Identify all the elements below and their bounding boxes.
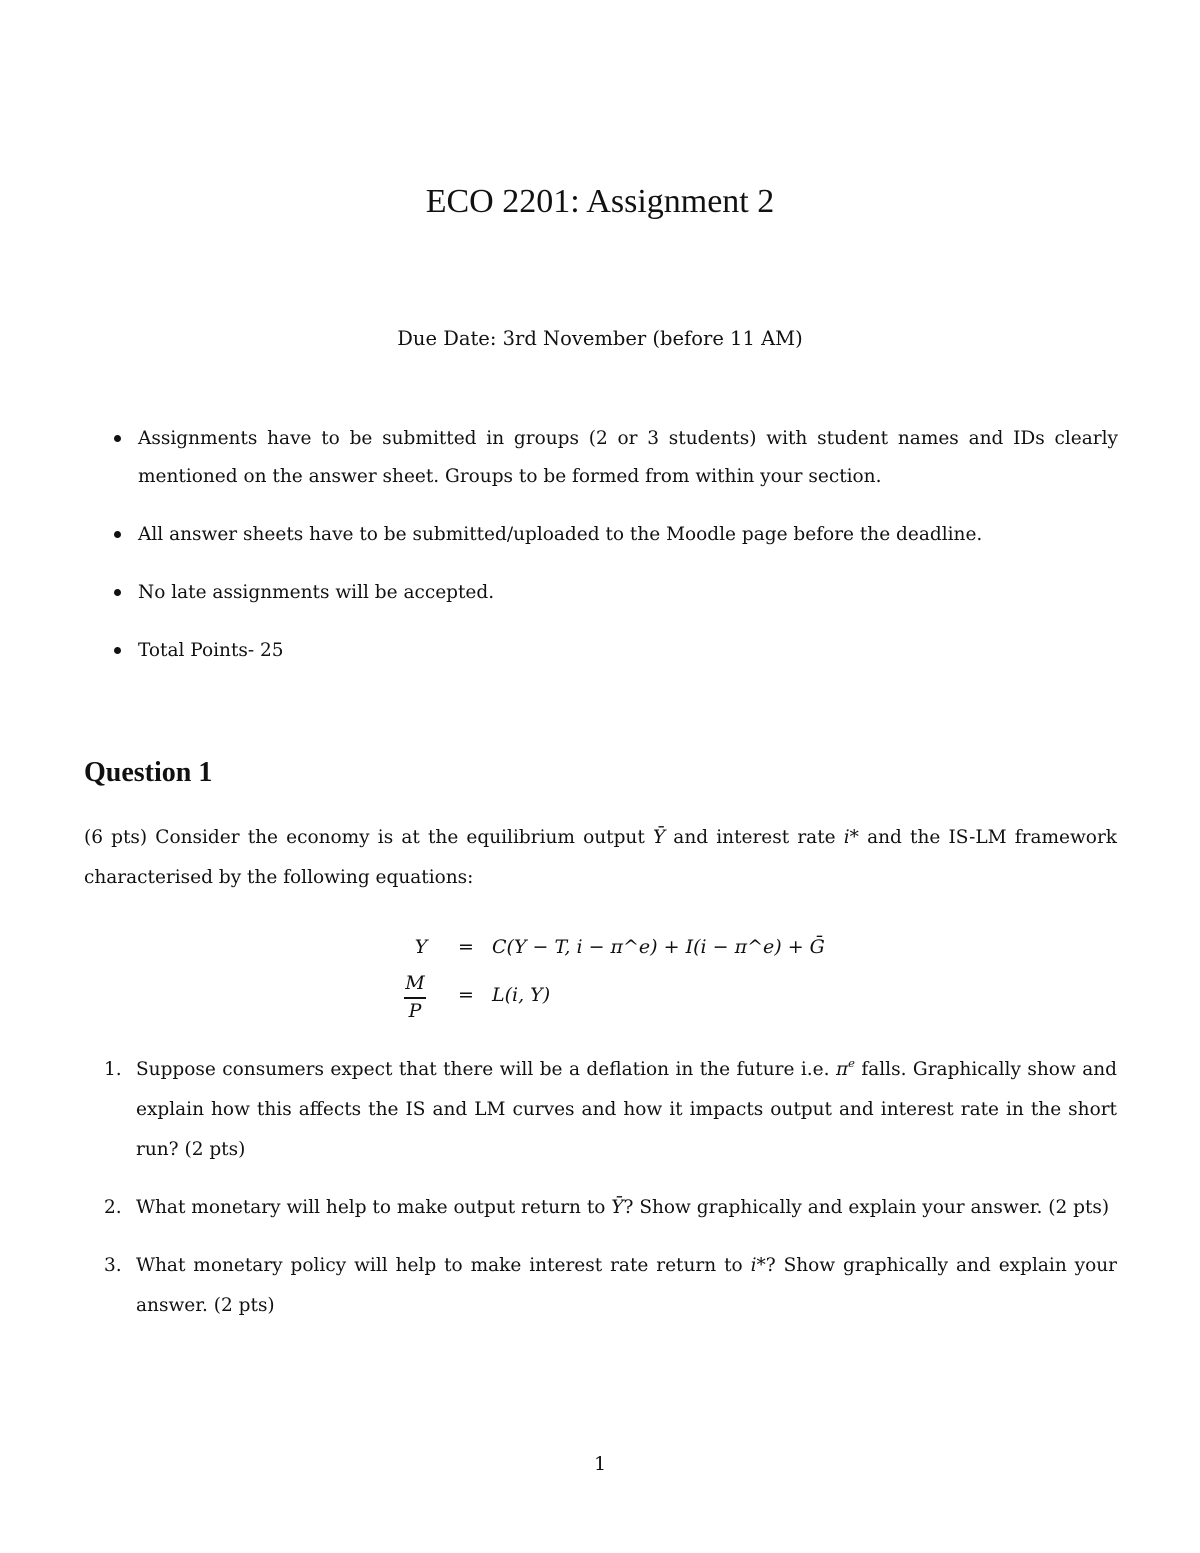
list-item: [104, 1246, 1117, 1326]
fraction-bar: [404, 997, 426, 999]
item-text: What monetary will help to make output return to: [136, 1197, 612, 1218]
bullet-icon: [114, 589, 121, 596]
instruction-text: All answer sheets have to be submitted/uploaded to the Moodle page before the deadline.: [138, 524, 983, 545]
item-number: 2.: [104, 1197, 122, 1218]
item-number: 3.: [104, 1255, 122, 1276]
intro-text: and the IS-LM framework characterised by the following equations:: [84, 827, 1117, 888]
bullet-icon: [114, 435, 121, 442]
list-item: [104, 1188, 1117, 1228]
inflation-superscript: e: [848, 1055, 855, 1070]
intro-text: (6 pts) Consider the economy is at the equilibrium output: [84, 827, 653, 848]
lm-equation: [404, 972, 824, 1024]
document-title: ECO 2201: Assignment 2: [425, 183, 775, 220]
equation-rhs: L(i, Y): [492, 984, 551, 1006]
question-heading: Question 1: [84, 757, 213, 788]
intro-text: and interest rate: [665, 827, 844, 848]
list-item: [114, 574, 1118, 612]
is-equation: [410, 936, 830, 966]
item-text: What monetary policy will help to make interest rate return to: [136, 1255, 751, 1276]
equilibrium-output-symbol: Ȳ: [652, 827, 666, 848]
equilibrium-output-symbol: Ȳ: [611, 1197, 624, 1218]
equation-rhs: C(Y − T, i − π^e) + I(i − π^e) + Ḡ: [492, 936, 825, 958]
item-text: Suppose consumers expect that there will be a deflation in the future i.e.: [136, 1059, 836, 1080]
question-items: [104, 1050, 1117, 1344]
equilibrium-rate-symbol: i*: [843, 827, 859, 848]
bullet-icon: [114, 531, 121, 538]
item-number: 1.: [104, 1059, 122, 1080]
instruction-text: No late assignments will be accepted.: [138, 582, 495, 603]
list-item: [114, 420, 1118, 496]
equilibrium-rate-symbol: i*: [750, 1255, 766, 1276]
list-item: [104, 1050, 1117, 1170]
page-number: 1: [593, 1453, 607, 1475]
question-intro: [84, 818, 1117, 898]
equation-equals: =: [458, 984, 474, 1006]
item-text: ? Show graphically and explain your answer. (2 pts): [136, 1255, 1117, 1316]
instructions-list: [114, 420, 1118, 690]
bullet-icon: [114, 647, 121, 654]
inflation-symbol: π: [835, 1059, 849, 1080]
due-date: Due Date: 3rd November (before 11 AM): [397, 327, 803, 350]
instruction-text: Assignments have to be submitted in groups (2 or 3 students) with student names and IDs clearly mentioned on the answer sheet. Groups to be formed from within your section.: [138, 428, 1118, 487]
list-item: [114, 632, 1118, 670]
item-text: falls. Graphically show and explain how this affects the IS and LM curves and how it impacts output and interest rate in the short run? (2 pts): [136, 1059, 1118, 1160]
list-item: [114, 516, 1118, 554]
instruction-text: Total Points- 25: [138, 640, 284, 661]
fraction-denominator: P: [408, 1000, 422, 1022]
item-text: ? Show graphically and explain your answer. (2 pts): [623, 1197, 1110, 1218]
equation-lhs: Y: [414, 936, 428, 958]
fraction-numerator: M: [405, 972, 425, 994]
equation-equals: =: [458, 936, 474, 958]
